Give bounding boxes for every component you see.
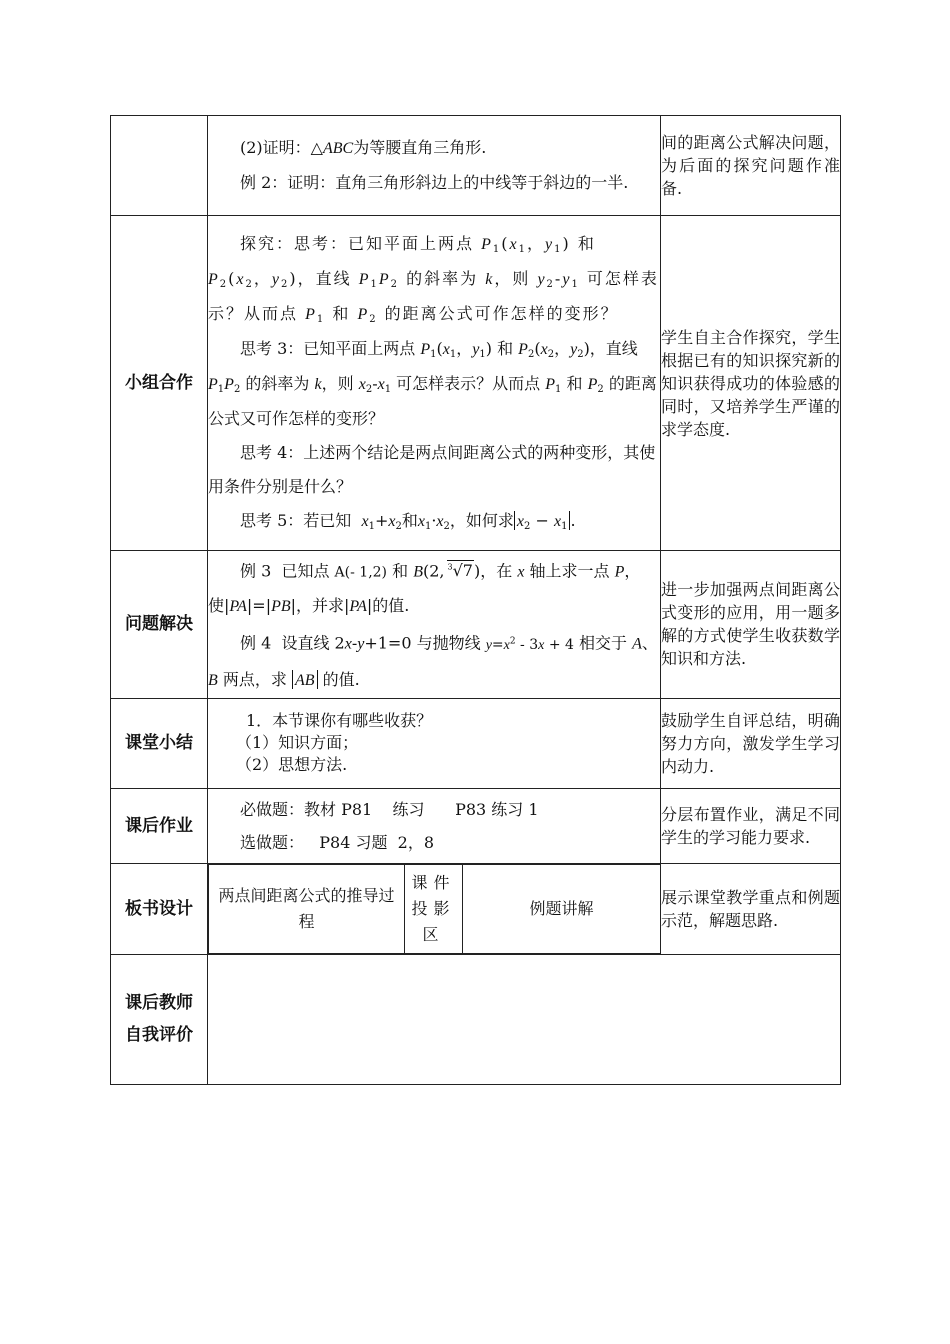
- row-content: [208, 788, 661, 863]
- row-note: 鼓励学生自评总结，明确努力方向，激发学生学习内动力.: [661, 698, 841, 788]
- row-content: [208, 216, 661, 551]
- summary-item-knowledge: （1）知识方面；: [236, 733, 359, 753]
- reflection-blank: [208, 954, 841, 1084]
- row-label: 课堂小结: [111, 698, 208, 788]
- row-label-empty: [111, 116, 208, 216]
- example-3: 例 3 已知点 A(- 1,2) 和 B(2, $^3$√7)，在 x 轴上求一点 P，使|PA|=|PB|，并求|PA|的值.: [208, 561, 641, 616]
- row-summary: [111, 698, 841, 788]
- row-content: [208, 116, 661, 216]
- row-note: 进一步加强两点间距离公式变形的应用，用一题多解的方式使学生收获数学知识和方法.: [661, 551, 841, 699]
- example-2: 例 2：证明：直角三角形斜边上的中线等于斜边的一半.: [240, 173, 629, 192]
- row-label: 板书设计: [111, 863, 208, 954]
- summary-item-thinking: （2）思想方法.: [236, 755, 348, 775]
- row-problem-solving: [111, 551, 841, 699]
- board-cell-projection: 课件投影区: [405, 864, 463, 953]
- row-teacher-reflection: [111, 954, 841, 1084]
- row-label: 小组合作: [111, 216, 208, 551]
- row-example-2: [111, 116, 841, 216]
- board-design-content: [208, 863, 661, 954]
- board-design-table: [208, 864, 660, 954]
- lesson-plan-table: [110, 115, 841, 1085]
- board-cell-examples: 例题讲解: [463, 864, 661, 953]
- row-content: [208, 551, 661, 699]
- example-4: 例 4 设直线 2x-y+1=0 与抛物线 $y=x^2 - 3x + 4$ 相交于 A、B 两点，求 AB 的值.: [208, 633, 658, 689]
- summary-question: 1．本节课你有哪些收获？: [246, 711, 433, 731]
- row-content: [208, 698, 661, 788]
- proof-line: (2)证明：△ABC为等腰直角三角形.: [240, 138, 487, 157]
- row-board-design: [111, 863, 841, 954]
- homework-required: 必做题：教材 P81 练习 P83 练习 1: [240, 799, 539, 819]
- row-homework: [111, 788, 841, 863]
- explore-think: 探究：思考：已知平面上两点 $P_1(x_1$，$y_1$) 和 $P_2(x_2$，$y_2$)，直线 $P_1P_2$ 的斜率为 k，则 $y_2-y_1$ 可怎样表示？从而点 $P_1$ 和 $P_2$ 的距离公式可作怎样的变形？: [208, 234, 659, 325]
- think-3: 思考 3：已知平面上两点 $P_1(x_1$，$y_1$) 和 $P_2(x_2$，$y_2$)，直线 $P_1P_2$ 的斜率为 k，则 $x_2-x_1$ 可怎样表示？从而点 $P_1$ 和 $P_2$ 的距离公式又可作怎样的变形？: [208, 339, 657, 428]
- row-note: 分层布置作业，满足不同学生的学习能力要求.: [661, 788, 841, 863]
- think-4: 思考 4：上述两个结论是两点间距离公式的两种变形，其使用条件分别是什么？: [208, 443, 656, 496]
- row-label: 课后教师自我评价: [111, 954, 208, 1084]
- row-note: 学生自主合作探究，学生根据已有的知识探究新的知识获得成功的体验感的同时，又培养学生严谨的求学态度.: [661, 216, 841, 551]
- row-label: 问题解决: [111, 551, 208, 699]
- row-group-work: [111, 216, 841, 551]
- row-label: 课后作业: [111, 788, 208, 863]
- think-5: 思考 5：若已知 $x_1+x_2$和$x_1\cdot x_2$，如何求 $x_2 - x_1$ .: [240, 511, 576, 532]
- homework-optional: 选做题： P84 习题 2，8: [240, 832, 435, 852]
- row-note: 间的距离公式解决问题，为后面的探究问题作准备.: [661, 116, 841, 216]
- board-cell-derivation: 两点间距离公式的推导过程: [209, 864, 405, 953]
- row-note: 展示课堂教学重点和例题示范，解题思路.: [661, 863, 841, 954]
